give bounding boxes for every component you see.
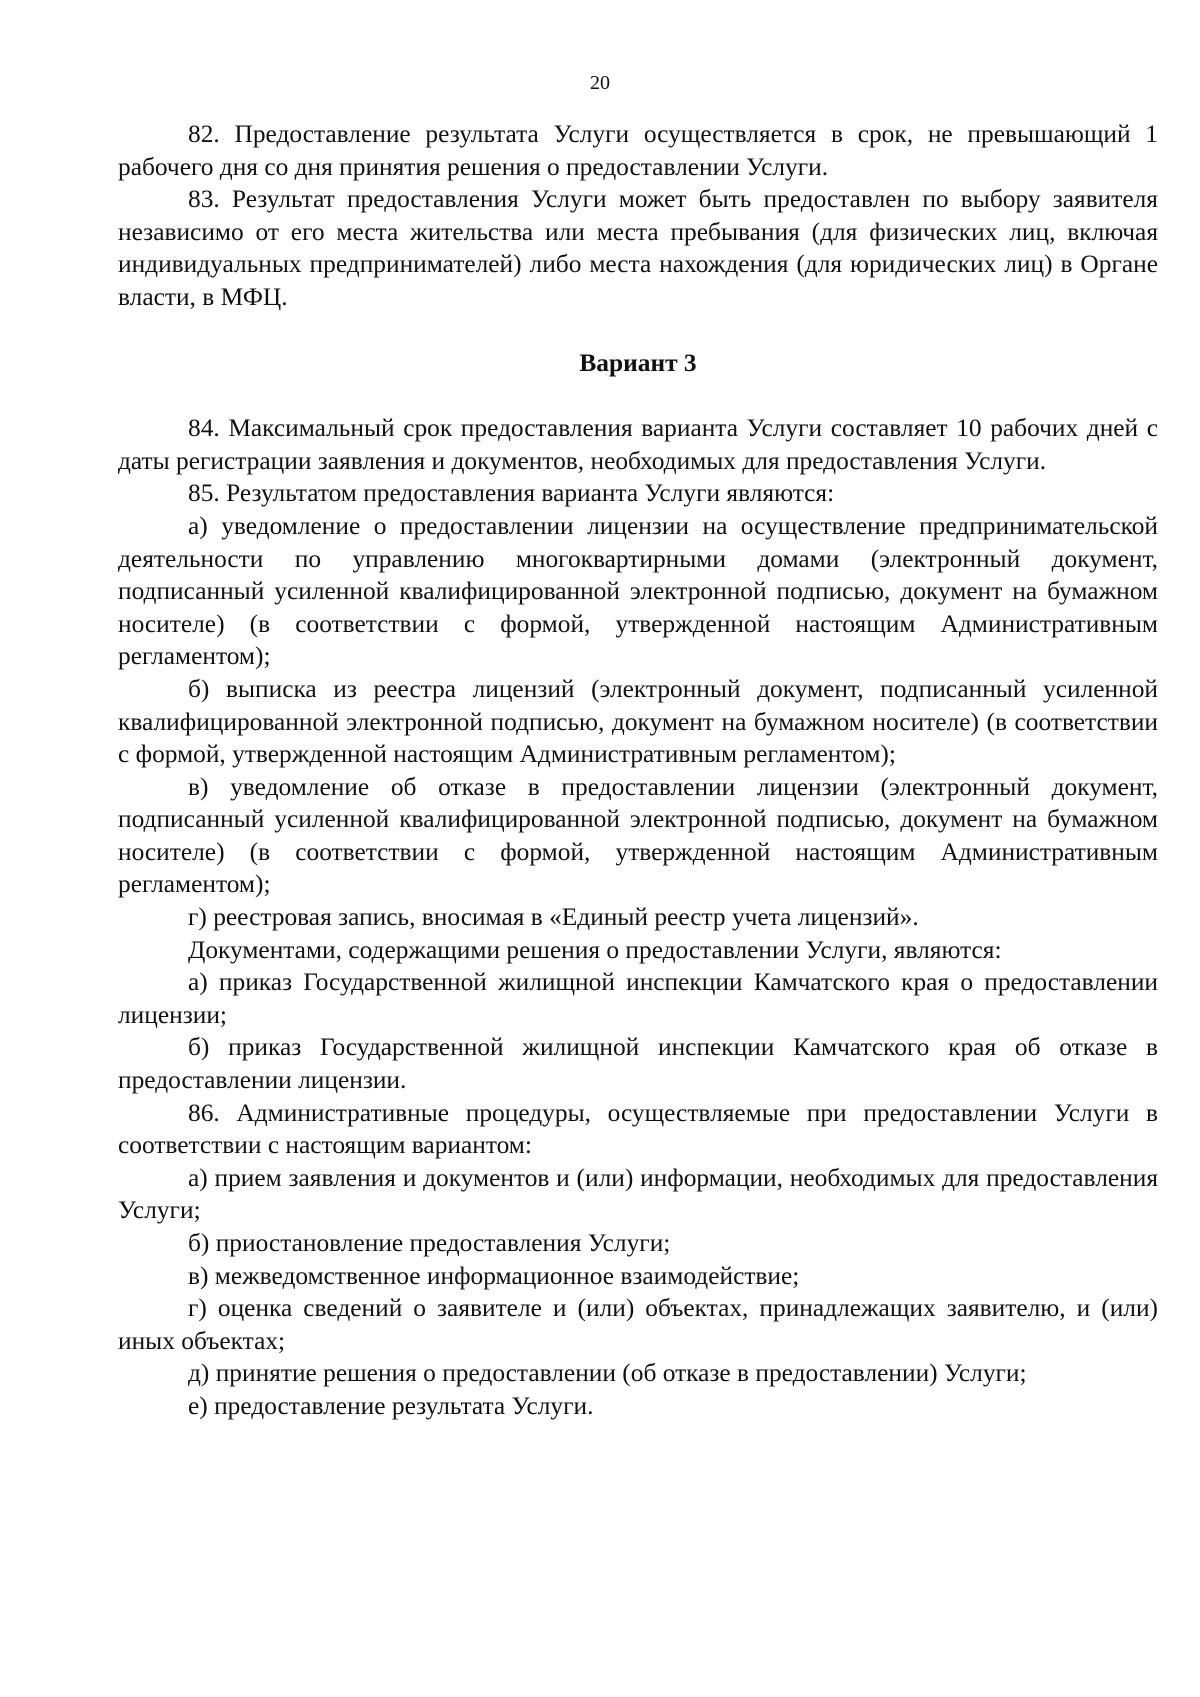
paragraph-86-e: е) предоставление результата Услуги.	[188, 1391, 594, 1420]
section-heading: Вариант 3	[579, 348, 697, 377]
paragraph-85-a: а) уведомление о предоставлении лицензии на осуществление предпринимательской деятельности по управлению многоквартирными домами (электронный документ, подписанный усиленной квалифицированной электронной подписью, документ на бумажном носителе) (в соответствии с формой, утвержденной настоящим Административным регламентом);	[118, 511, 1158, 671]
paragraph-86-b: б) приостановление предоставления Услуги;	[188, 1229, 671, 1257]
paragraph-86-d: д) принятие решения о предоставлении (об отказе в предоставлении) Услуги;	[188, 1359, 1027, 1388]
paragraph-86-a: а) прием заявления и документов и (или) информации, необходимых для предоставления Услуги;	[118, 1163, 1158, 1225]
paragraph-85-g: г) реестровая запись, вносимая в «Единый реестр учета лицензий».	[188, 903, 919, 932]
paragraph-85: 85. Результатом предоставления варианта Услуги являются:	[188, 479, 835, 508]
paragraph-85-b: б) выписка из реестра лицензий (электронный документ, подписанный усиленной квалифицированной электронной подписью, документ на бумажном носителе) (в соответствии с формой, утвержденной настоящим Административным регламентом);	[118, 674, 1158, 769]
paragraph-86-g: г) оценка сведений о заявителе и (или) объектах, принадлежащих заявителю, и (или) иных объектах;	[118, 1294, 1158, 1355]
paragraph-decision-b: б) приказ Государственной жилищной инспекции Камчатского края об отказе в предоставлении лицензии.	[118, 1033, 1158, 1095]
paragraph-84: 84. Максимальный срок предоставления варианта Услуги составляет 10 рабочих дней с даты регистрации заявления и документов, необходимых для предоставления Услуги.	[118, 414, 1158, 475]
paragraph-83: 83. Результат предоставления Услуги может быть предоставлен по выбору заявителя независимо от его места жительства или места пребывания (для физических лиц, включая индивидуальных предпринимателей) либо места нахождения (для юридических лиц) в Органе власти, в МФЦ.	[118, 185, 1158, 311]
page-number: 20	[590, 72, 610, 94]
paragraph-85-v: в) уведомление об отказе в предоставлении лицензии (электронный документ, подписанный усиленной квалифицированной электронной подписью, документ на бумажном носителе) (в соответствии с формой, утвержденной настоящим Административным регламентом);	[118, 772, 1158, 899]
document-body	[118, 118, 1158, 1423]
paragraph-86: 86. Административные процедуры, осуществляемые при предоставлении Услуги в соответствии с настоящим вариантом:	[118, 1098, 1158, 1160]
paragraph-86-v: в) межведомственное информационное взаимодействие;	[188, 1261, 800, 1290]
paragraph-82: 82. Предоставление результата Услуги осуществляется в срок, не превышающий 1 рабочего дня со дня принятия решения о предоставлении Услуги.	[118, 120, 1158, 181]
paragraph-decision-docs: Документами, содержащими решения о предоставлении Услуги, являются:	[188, 935, 1002, 964]
paragraph-decision-a: а) приказ Государственной жилищной инспекции Камчатского края о предоставлении лицензии;	[118, 968, 1158, 1029]
